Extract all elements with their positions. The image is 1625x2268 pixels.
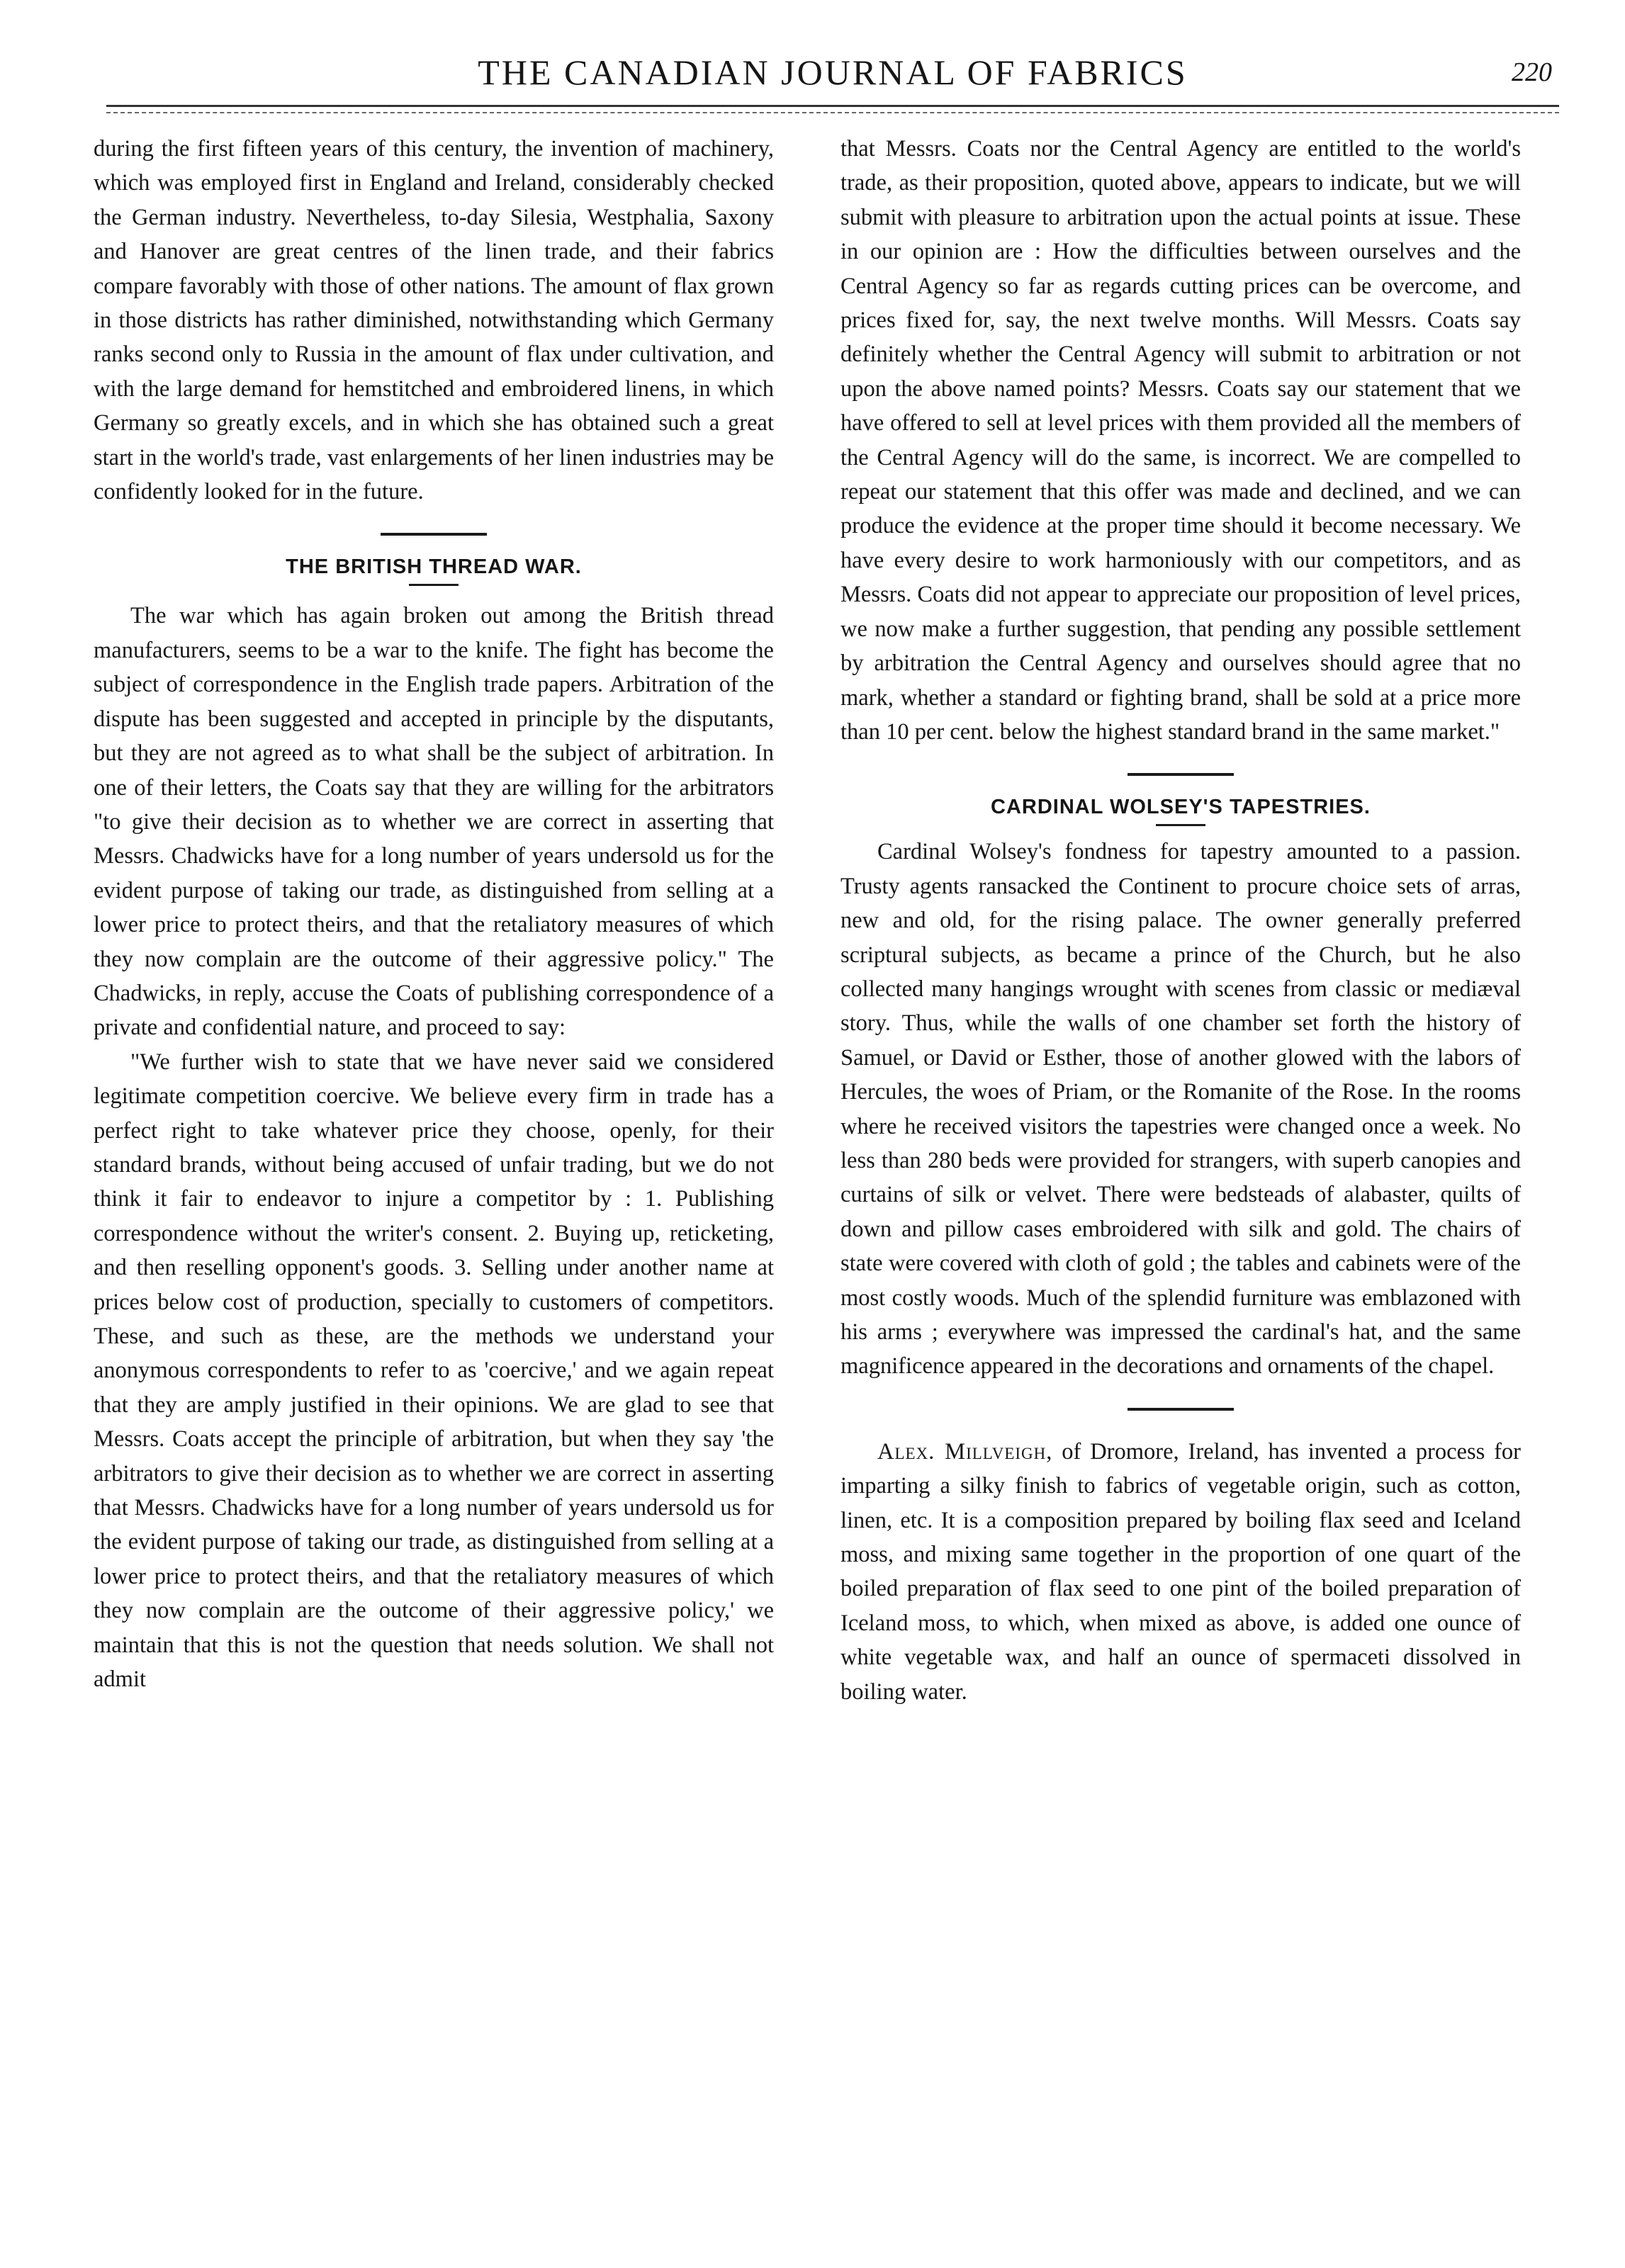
- paragraph-germany-linen: during the first fifteen years of this century, the invention of machinery, which was employed first in England and Ireland, considerably checked the German industry. Nevertheless, to-day Silesia, Westphalia, Saxony and Hanover are great centres of the linen trade, and their fabrics compare favorably with those of other nations. The amount of flax grown in those districts has rather diminished, notwithstanding which Germany ranks second only to Russia in the amount of flax under cultivation, and with the large demand for hemstitched and embroidered linens, in which Germany so greatly excels, and in which she has obtained such a great start in the world's trade, vast enlargements of her linen industries may be confidently looked for in the future.: [94, 136, 774, 505]
- paragraph-millveigh-process: [840, 1435, 1521, 1709]
- heading-cardinal-wolsey: CARDINAL WOLSEY'S TAPESTRIES.: [991, 796, 1371, 819]
- paragraph-wolsey-tapestries: Cardinal Wolsey's fondness for tapestry amounted to a passion. Trusty agents ransacked the Continent to procure choice sets of arras, new and old, for the rising palace. The owner generally preferred scriptural subjects, as became a prince of the Church, but he also collected many hangings wrought with scenes from classic or mediæval story. Thus, while the walls of one chamber set forth the history of Samuel, or David or Esther, those of another glowed with the labors of Hercules, the woes of Priam, or the Romanite of the Rose. In the rooms where he received visitors the tapestries were changed once a week. No less than 280 beds were provided for strangers, with superb canopies and curtains of silk or velvet. There were bedsteads of alabaster, quilts of down and pillow cases embroidered with silk and gold. The chairs of state were covered with cloth of gold ; the tables and cabinets were of the most costly woods. Much of the splendid furniture was emblazoned with his arms ; everywhere was impressed the cardinal's hat, and the same magnificence appeared in the decorations and ornaments of the chapel.: [840, 839, 1521, 1380]
- heading-british-thread-war: THE BRITISH THREAD WAR.: [286, 555, 582, 579]
- right-column: [840, 132, 1521, 1709]
- inventor-name: Alex. Millveigh,: [877, 1438, 1053, 1465]
- paragraph-quote-continued: that Messrs. Coats nor the Central Agency are entitled to the world's trade, as their proposition, quoted above, appears to indicate, but we will submit with pleasure to arbitration upon the actual points at issue. These in our opinion are : How the difficulties between ourselves and the Central Agency so far as regards cutting prices can be overcome, and prices fixed for, say, the next twelve months. Will Messrs. Coats say definitely whether the Central Agency will submit to arbitration or not upon the above named points? Messrs. Coats say our statement that we have offered to sell at level prices with them provided all the members of the Central Agency will do the same, is incorrect. We are compelled to repeat our statement that this offer was made and declined, and we can produce the evidence at the proper time should it become necessary. We have every desire to work harmoniously with our competitors, and as Messrs. Coats did not appear to appreciate our proposition of level prices, we now make a further suggestion, that pending any possible settlement by arbitration the Central Agency and ourselves should agree that no mark, whether a standard or fighting brand, shall be sold at a price more than 10 per cent. below the highest standard brand in the same market.": [840, 136, 1521, 745]
- left-column: [94, 132, 774, 1696]
- header-rule-dashed: [106, 112, 1559, 113]
- page-header: [106, 51, 1559, 108]
- header-rule: [106, 105, 1559, 107]
- paragraph-thread-war: The war which has again broken out among the British thread manufacturers, seems to be a war to the knife. The fight has become the subject of correspondence in the English trade papers. Arbitration of the dispute has been suggested and accepted in principle by the disputants, but they are not agreed as to what shall be the subject of arbitration. In one of their letters, the Coats say that they are willing for the arbitrators "to give their decision as to whether we are correct in asserting that Messrs. Chadwicks have for a long number of years undersold us for the evident purpose of taking our trade, as distinguished from selling at a lower price to protect theirs, and that the retaliatory measures of which they now complain are the outcome of their aggressive policy." The Chadwicks, in reply, accuse the Coats of publishing correspondence of a private and confidential nature, and proceed to say:: [94, 603, 774, 1041]
- journal-title: THE CANADIAN JOURNAL OF FABRICS: [478, 52, 1188, 92]
- page-number: 220: [1512, 57, 1552, 87]
- millveigh-text: of Dromore, Ireland, has invented a process for imparting a silky finish to fabrics of vegetable origin, such as cotton, linen, etc. It is a composition prepared by boiling flax seed and Iceland moss, and mixing same together in the proportion of one quart of the boiled preparation of flax seed to one pint of the boiled preparation of Iceland moss, to which, when mixed as above, is added one ounce of white vegetable wax, and half an ounce of spermaceti dissolved in boiling water.: [840, 1438, 1521, 1705]
- paragraph-chadwicks-quote: "We further wish to state that we have never said we considered legitimate competition coercive. We believe every firm in trade has a perfect right to take whatever price they choose, openly, for their standard brands, without being accused of unfair trading, but we do not think it fair to endeavor to injure a competitor by : 1. Publishing correspondence without the writer's consent. 2. Buying up, reticketing, and then reselling opponent's goods. 3. Selling under another name at prices below cost of production, specially to customers of competitors. These, and such as these, are the methods we understand your anonymous correspondents to refer to as 'coercive,' and we again repeat that they are amply justified in their opinions. We are glad to see that Messrs. Coats accept the principle of arbitration, but when they say 'the arbitrators to give their decision as to whether we are correct in asserting that Messrs. Chadwicks have for a long number of years undersold us for the evident purpose of taking our trade, as distinguished from selling at a lower price to protect theirs, and that the retaliatory measures of which they now complain are the outcome of their aggressive policy,' we maintain that this is not the question that needs solution. We shall not admit: [94, 1049, 774, 1693]
